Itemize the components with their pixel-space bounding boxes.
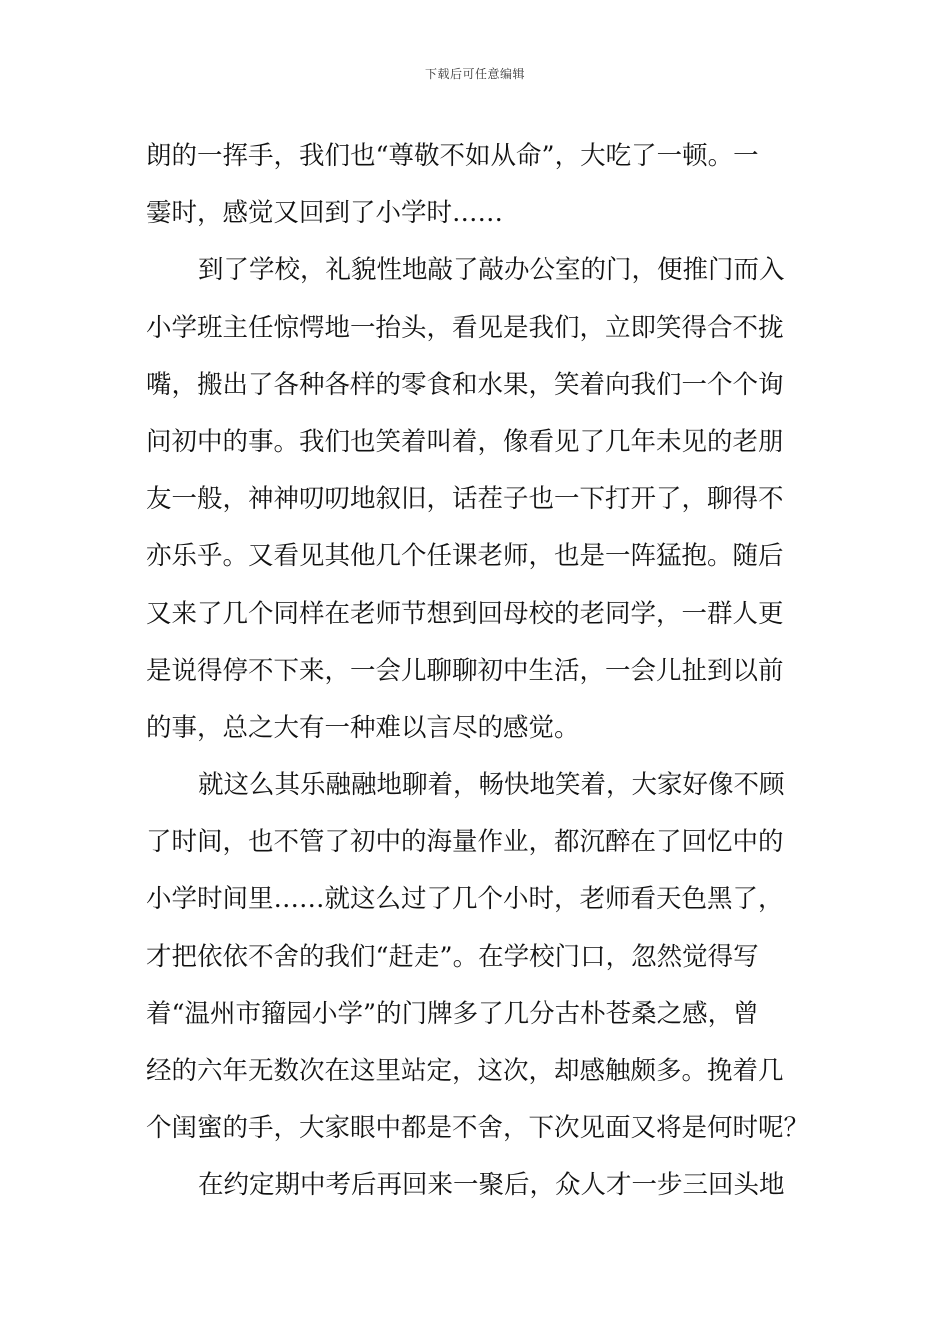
text-line: 小学时间里……就这么过了几个小时，老师看天色黑了， [146, 884, 784, 915]
text-line: 又来了几个同样在老师节想到回母校的老同学，一群人更 [146, 598, 784, 629]
text-line: 就这么其乐融融地聊着，畅快地笑着，大家好像不顾 [198, 770, 785, 801]
text-line: 了时间，也不管了初中的海量作业，都沉醉在了回忆中的 [146, 827, 784, 858]
text-line: 小学班主任惊愕地一抬头，看见是我们，立即笑得合不拢 [146, 312, 784, 343]
text-line: 到了学校，礼貌性地敲了敲办公室的门，便推门而入 [198, 255, 785, 286]
text-line: 问初中的事。我们也笑着叫着，像看见了几年未见的老朋 [146, 426, 784, 457]
text-line: 霎时，感觉又回到了小学时…… [146, 198, 504, 229]
text-line: 的事，总之大有一种难以言尽的感觉。 [146, 712, 580, 743]
text-line: 经的六年无数次在这里站定，这次，却感触颇多。挽着几 [146, 1056, 784, 1086]
text-line: 才把依依不舍的我们“赶走”。在学校门口，忽然觉得写 [146, 941, 759, 972]
text-line: 着“温州市籀园小学”的门牌多了几分古朴苍桑之感，曾 [146, 998, 759, 1029]
text-line: 朗的一挥手，我们也“尊敬不如从命”，大吃了一顿。一 [146, 141, 759, 171]
page-header: 下载后可任意编辑 [424, 67, 525, 81]
body-text [146, 128, 811, 1215]
text-line: 是说得停不下来，一会儿聊聊初中生活，一会儿扯到以前 [146, 655, 784, 686]
text-line: 友一般，神神叨叨地叙旧，话茬子也一下打开了，聊得不 [146, 484, 784, 515]
text-line: 亦乐乎。又看见其他几个任课老师，也是一阵猛抱。随后 [146, 541, 784, 572]
text-line: 在约定期中考后再回来一聚后，众人才一步三回头地 [198, 1170, 785, 1201]
text-line: 个闺蜜的手，大家眼中都是不舍，下次见面又将是何时呢？ [146, 1113, 810, 1144]
text-line: 嘴，搬出了各种各样的零食和水果，笑着向我们一个个询 [146, 369, 784, 400]
